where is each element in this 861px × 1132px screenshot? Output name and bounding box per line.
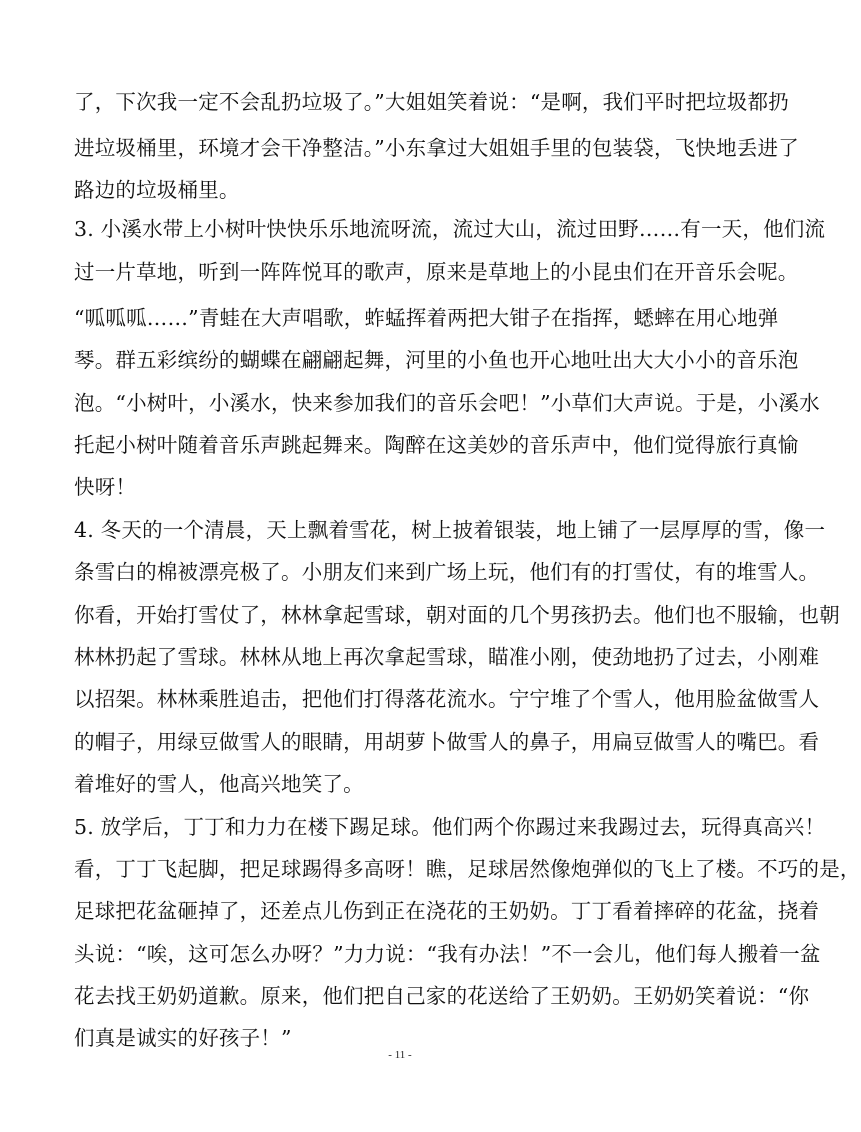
text-line: 琴。群五彩缤纷的蝴蝶在翩翩起舞，河里的小鱼也开心地吐出大大小小的音乐泡 xyxy=(74,348,799,372)
text-line: 条雪白的棉被漂亮极了。小朋友们来到广场上玩，他们有的打雪仗，有的堆雪人。 xyxy=(74,560,820,584)
text-line: 花去找王奶奶道歉。原来，他们把自己家的花送给了王奶奶。王奶奶笑着说：“你 xyxy=(74,984,810,1008)
text-line: 过一片草地，听到一阵阵悦耳的歌声，原来是草地上的小昆虫们在开音乐会呢。 xyxy=(74,260,799,284)
text-line: 了，下次我一定不会乱扔垃圾了。”大姐姐笑着说：“是啊，我们平时把垃圾都扔 xyxy=(74,90,789,114)
text-line: 足球把花盆砸掉了，还差点儿伤到正在浇花的王奶奶。丁丁看着摔碎的花盆，挠着 xyxy=(74,899,820,923)
text-line: 进垃圾桶里，环境才会干净整洁。”小东拿过大姐姐手里的包装袋，飞快地丢进了 xyxy=(74,136,799,160)
text-line: 托起小树叶随着音乐声跳起舞来。陶醉在这美妙的音乐声中，他们觉得旅行真愉 xyxy=(74,433,799,457)
text-line: 们真是诚实的好孩子！” xyxy=(74,1026,292,1050)
text-line: 泡。“小树叶，小溪水，快来参加我们的音乐会吧！”小草们大声说。于是，小溪水 xyxy=(74,391,820,415)
text-line: 头说：“唉，这可怎么办呀？”力力说：“我有办法！”不一会儿，他们每人搬着一盆 xyxy=(74,942,821,966)
text-line: 以招架。林林乘胜追击，把他们打得落花流水。宁宁堆了个雪人，他用脸盆做雪人 xyxy=(74,687,820,711)
text-line: 你看，开始打雪仗了，林林拿起雪球，朝对面的几个男孩扔去。他们也不服输，也朝 xyxy=(74,603,840,627)
text-line: 林林扔起了雪球。林林从地上再次拿起雪球，瞄准小刚，使劲地扔了过去，小刚难 xyxy=(74,645,820,669)
text-line: 5. 放学后，丁丁和力力在楼下踢足球。他们两个你踢过来我踢过去，玩得真高兴！ xyxy=(74,815,826,839)
text-line: 路边的垃圾桶里。 xyxy=(74,178,240,202)
text-line: 着堆好的雪人，他高兴地笑了。 xyxy=(74,772,364,796)
text-line: 4. 冬天的一个清晨，天上飘着雪花，树上披着银装，地上铺了一层厚厚的雪，像一 xyxy=(74,518,826,542)
text-line: 看，丁丁飞起脚，把足球踢得多高呀！瞧，足球居然像炮弹似的飞上了楼。不巧的是， xyxy=(74,857,861,881)
text-line: “呱呱呱……”青蛙在大声唱歌，蚱蜢挥着两把大钳子在指挥，蟋蟀在用心地弹 xyxy=(74,306,779,330)
text-line: 3. 小溪水带上小树叶快快乐乐地流呀流，流过大山，流过田野……有一天，他们流 xyxy=(74,217,826,241)
page-number: - 11 - xyxy=(388,1049,412,1061)
text-line: 快呀！ xyxy=(74,475,137,499)
text-line: 的帽子，用绿豆做雪人的眼睛，用胡萝卜做雪人的鼻子，用扁豆做雪人的嘴巴。看 xyxy=(74,730,820,754)
